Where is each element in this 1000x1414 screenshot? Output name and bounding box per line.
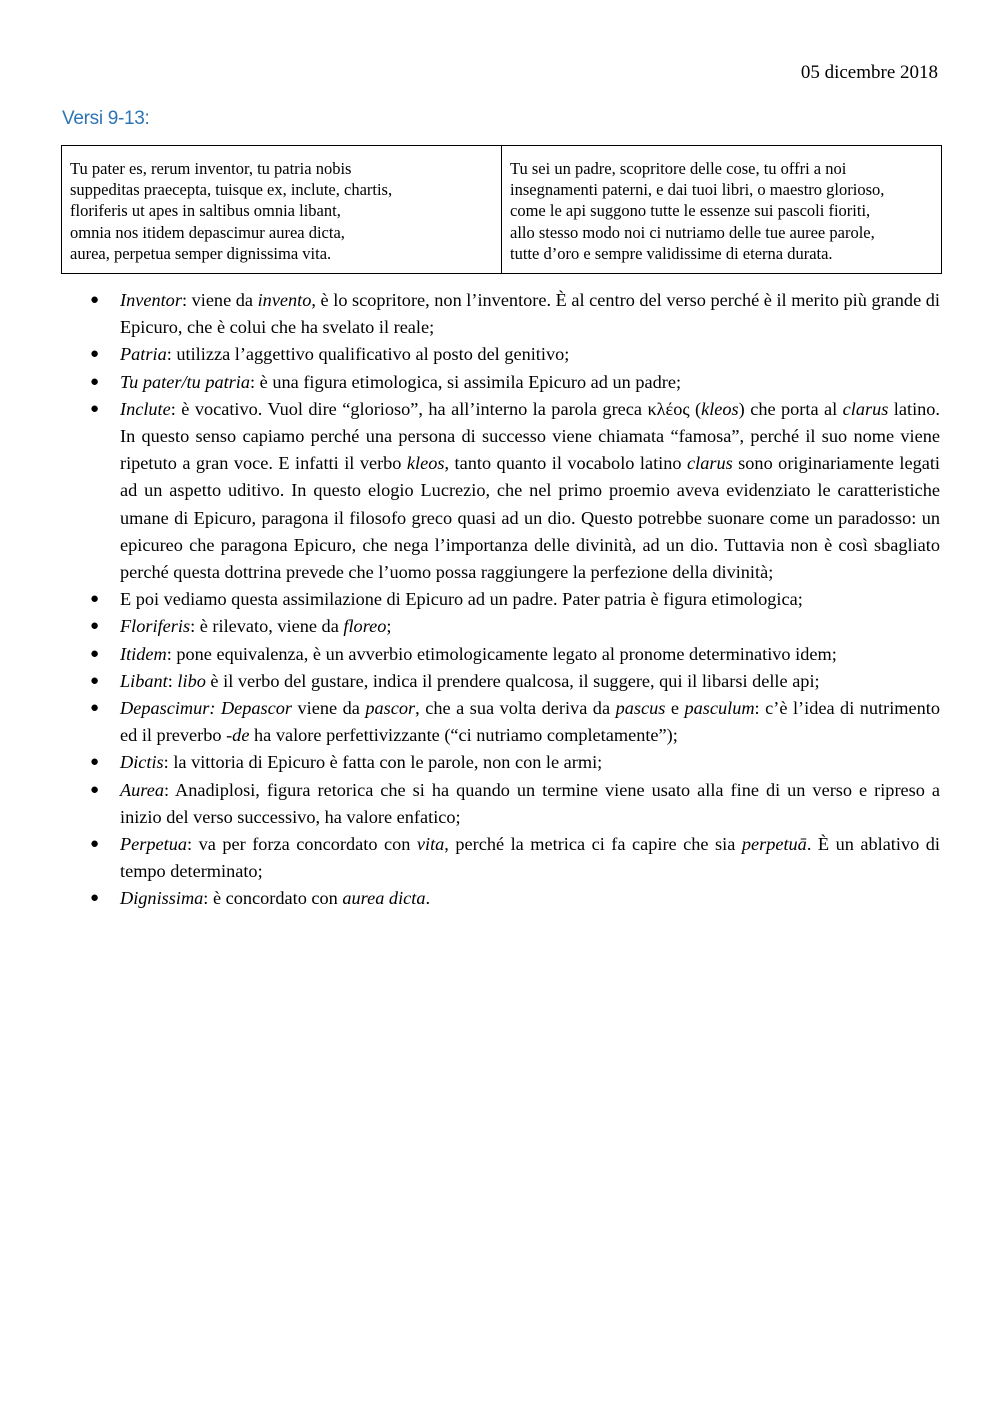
- note-term: invento: [257, 290, 312, 310]
- italian-translation-cell: [502, 146, 942, 274]
- note-term: Floriferis: [120, 616, 191, 637]
- note-text: : utilizza l’aggettivo qualificativo al posto del genitivo;: [166, 344, 570, 365]
- bullet-icon: ●: [90, 781, 100, 798]
- note-term: pascus: [615, 698, 666, 719]
- note-term: clarus: [842, 398, 889, 419]
- bullet-icon: ●: [90, 292, 100, 308]
- note-item: [62, 396, 940, 586]
- note-term: pasculum: [684, 698, 755, 719]
- note-term: pascor: [365, 698, 416, 719]
- note-text: viene da: [292, 698, 366, 719]
- note-text: : viene da: [181, 290, 258, 310]
- note-term: Patria: [120, 344, 167, 365]
- latin-text-cell: [62, 146, 502, 274]
- note-term: Perpetua: [120, 834, 188, 855]
- document-date: 05 dicembre 2018: [800, 62, 938, 83]
- note-term: Depascimur: Depascor: [120, 698, 293, 719]
- note-item: [62, 613, 940, 640]
- bullet-icon: ●: [90, 700, 100, 717]
- latin-verse-line: omnia nos itidem depascimur aurea dicta,: [70, 222, 345, 242]
- note-term: Tu pater/tu patria: [120, 371, 251, 392]
- bullet-icon: ●: [90, 754, 100, 771]
- note-text: : pone equivalenza, è un avverbio etimologicamente legato al pronome determinativo idem;: [166, 643, 837, 664]
- note-text: latino. In questo senso capiamo perché una persona di successo viene chiamata “famosa”, perché il suo nome viene ripetuto a gran voce. E infatti il verbo: [120, 398, 941, 474]
- note-term: clarus: [687, 453, 733, 474]
- note-text: ha valore perfettivizzante (“ci nutriamo completamente”);: [249, 725, 678, 746]
- note-text: , perché la metrica ci fa capire che sia: [444, 834, 742, 855]
- verses-row: [62, 146, 942, 274]
- italian-translation-line: allo stesso modo noi ci nutriamo delle tue auree parole,: [510, 222, 875, 242]
- note-term: -de: [226, 725, 250, 746]
- note-item: [62, 885, 940, 912]
- bullet-icon: ●: [90, 672, 100, 689]
- note-item: [62, 341, 940, 368]
- bullet-icon: ●: [90, 346, 100, 363]
- note-text: : la vittoria di Epicuro è fatta con le parole, non con le armi;: [163, 752, 603, 773]
- note-term: Itidem: [120, 643, 167, 664]
- note-term: aurea dicta: [342, 888, 426, 909]
- latin-verse-line: floriferis ut apes in saltibus omnia libant,: [70, 201, 341, 221]
- note-item: [62, 749, 940, 776]
- latin-verse-line: suppeditas praecepta, tuisque ex, inclute, chartis,: [70, 180, 393, 200]
- note-text: : è una figura etimologica, si assimila Epicuro ad un padre;: [250, 371, 682, 392]
- note-text: .: [425, 888, 431, 909]
- bullet-icon: ●: [90, 890, 100, 907]
- note-item: [62, 831, 940, 885]
- note-text: E poi vediamo questa assimilazione di Epicuro ad un padre. Pater patria è figura etimologica;: [120, 589, 803, 610]
- note-term: perpetuā: [741, 834, 807, 855]
- note-term: Aurea: [120, 779, 164, 800]
- note-term: Libant: [120, 670, 168, 691]
- note-term: libo: [177, 670, 206, 691]
- bullet-icon: ●: [90, 618, 100, 635]
- bullet-icon: ●: [90, 645, 100, 662]
- note-item: [62, 369, 940, 396]
- note-text: :: [167, 670, 178, 691]
- note-text: , è lo scopritore, non l’inventore. È al centro del verso perché è il merito più grande di Epicuro, che è colui che ha svelato il reale;: [120, 290, 940, 338]
- note-text: . È un ablativo di tempo determinato;: [120, 834, 940, 882]
- note-item: [62, 777, 940, 831]
- verses-table: [61, 145, 942, 274]
- latin-verse-line: aurea, perpetua semper dignissima vita.: [70, 243, 332, 263]
- note-term: Dictis: [120, 752, 164, 773]
- note-item: [62, 668, 940, 695]
- note-text: ;: [386, 616, 392, 637]
- note-term: vita: [416, 834, 445, 855]
- note-text: , che a sua volta deriva da: [415, 698, 616, 719]
- note-text: : va per forza concordato con: [187, 834, 417, 855]
- note-term: kleos: [701, 398, 739, 419]
- note-text: , tanto quanto il vocabolo latino: [444, 453, 687, 474]
- note-text: ) che porta al: [738, 398, 843, 419]
- italian-translation-line: come le api suggono tutte le essenze sui pascoli fioriti,: [510, 201, 871, 221]
- note-term: Inventor: [120, 290, 182, 310]
- notes-list: [62, 287, 940, 913]
- bullet-icon: ●: [90, 836, 100, 853]
- bullet-icon: ●: [90, 400, 100, 417]
- note-item: [62, 586, 940, 613]
- section-heading: Versi 9-13:: [62, 108, 150, 129]
- note-item: [62, 641, 940, 668]
- note-item: [62, 287, 940, 341]
- note-text: : è vocativo. Vuol dire “glorioso”, ha all’interno la parola greca κλέος (: [170, 398, 702, 419]
- note-term: floreo: [343, 616, 387, 637]
- latin-verse-line: Tu pater es, rerum inventor, tu patria nobis: [70, 159, 352, 178]
- italian-translation-line: Tu sei un padre, scopritore delle cose, tu offri a noi: [510, 159, 847, 178]
- note-term: Dignissima: [120, 888, 204, 909]
- italian-translation-line: tutte d’oro e sempre validissime di eterna durata.: [510, 243, 833, 263]
- note-text: : Anadiplosi, figura retorica che si ha quando un termine viene usato alla fine di un verso e ripreso a inizio del verso successivo, ha valore enfatico;: [120, 779, 940, 827]
- note-term: kleos: [406, 453, 445, 474]
- bullet-icon: ●: [90, 373, 100, 390]
- note-item: [62, 695, 940, 749]
- bullet-icon: ●: [90, 591, 100, 608]
- note-text: e: [665, 698, 685, 719]
- note-text: sono originariamente legati ad un aspetto uditivo. In questo elogio Lucrezio, che nel primo proemio aveva evidenziato le caratteristiche umane di Epicuro, paragona il filosofo greco quasi ad un dio. Questo potrebbe suonare come un paradosso: un epicureo che paragona Epicuro, che nega l’importanza delle divinità, ad un dio. Tuttavia non è così sbagliato perché questa dottrina prevede che l’uomo possa raggiungere la perfezione della divinità;: [120, 453, 940, 583]
- note-term: Inclute: [120, 398, 171, 419]
- note-text: : c’è l’idea di nutrimento ed il preverbo: [120, 698, 940, 746]
- note-text: : è rilevato, viene da: [190, 616, 344, 637]
- note-text: è il verbo del gustare, indica il prendere qualcosa, il suggere, qui il libarsi delle api;: [205, 670, 820, 691]
- note-text: : è concordato con: [203, 888, 343, 909]
- italian-translation-line: insegnamenti paterni, e dai tuoi libri, o maestro glorioso,: [510, 180, 885, 200]
